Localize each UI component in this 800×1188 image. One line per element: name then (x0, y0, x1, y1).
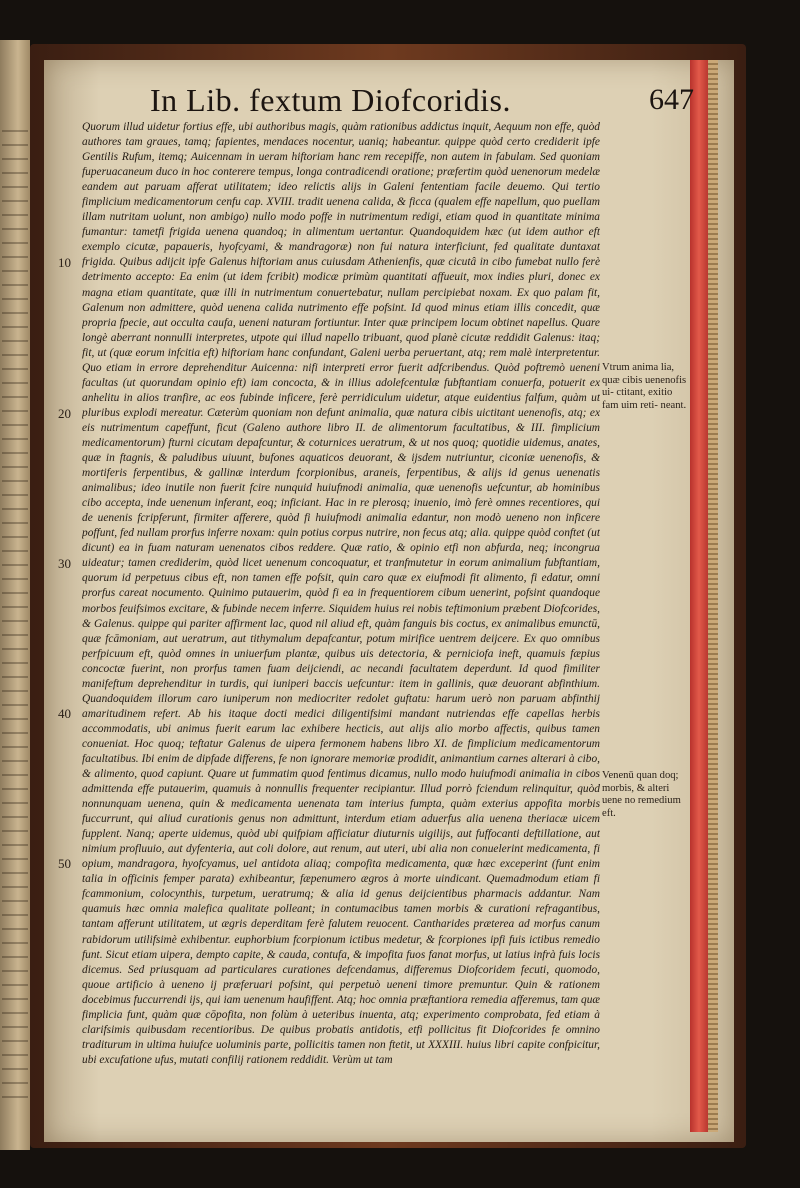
facing-page-text-fragments (2, 130, 28, 1110)
page-header (150, 80, 694, 120)
line-number: 40 (58, 706, 71, 721)
running-title: In Lib. fextum Diofcoridis. (150, 82, 511, 118)
page-block-edge (708, 60, 718, 1132)
line-number: 50 (58, 856, 71, 871)
line-number: 10 (58, 255, 71, 270)
margin-note: Vtrum anima lia, quæ cibis uenenofis ui- ctitant, exitio fam uim reti- neant. (602, 362, 687, 411)
page-number: 647 (649, 83, 694, 116)
line-number: 30 (58, 556, 71, 571)
line-number: 20 (58, 406, 71, 421)
facing-page-edge (0, 40, 30, 1150)
margin-note: Venenū quan doq; morbis, & alteri uene no remedium eft. (602, 770, 681, 819)
main-text-block: Quorum illud uidetur fortius effe, ubi authoribus magis, quàm rationibus addictus inquit, Aequum non effe, quòd authores tam graues, tamq; fapientes, mendaces nocentur, uaniq; habeantur. quippe quòd certo crediderit ipfe Gentilis Rufum, itemq; Auicennam in ueram hiftoriam hanc rem recepiffe, non autem in fabulam. Sed quoniam fuperuacaneum duco in hoc conterere tempus, longa contradicendi oratione; præfertim quòd uenenorum medelæ eandem aut paruam afferat utilitatem; ideo relictis alijs in Galeni fententiam facile deuemo. Qui tertio fimplicium medicamentorum cenfu cap. XVIII. tradit uenena calida, & ficca (qualem effe napellum, quo puellam illam nutritam uolunt, non ambigo) nullo modo poffe in nutrimentum redigi, etiam quod in quantitate minima fumantur: tametfi frigida uenena quandoq; in alimentum uertantur. Quandoquidem hæc (ut idem author eft exemplo cicutæ, papaueris, hyofcyami, & mandragoræ) non fui natura interficiunt, fed qualitate duntaxat frigida. Quibus adijcit ipfe Galenus hiftoriam anus cuiusdam Athenienfis, quæ cicutâ in cibo fumebat nullo ferè detrimento accepto: Ea enim (ut idem fcribit) modicæ primùm quantitati affueuit, mox indies pluri, donec ex magna etiam quantitate, quæ illi in nutrimentum conuertebatur, nullam percipiebat noxam. Ex quo palam fit, Galenum non admittere, quòd uenena calida nutrimento effe pofsint. Id quod minus etiam illis concedit, quæ propria fpecie, aut occulta caufa, ueneni naturam fortiuntur. Inter quæ principem locum obtinet napellus. Quare longè aberrant nonnulli interpretes, utpote qui illud napello tribuant, quod planè cicutæ reddidit Galenus: itaq; fit, ut (quæ eorum infcitia eft) hiftoriam hanc confundant, Galeni uerba peruertant, atq; rem malè interpretentur. Quo etiam in errore deprehenditur Auicenna: nifi interpreti error fuerit adfcribendus. Quòd poftremò ueneni facultas (ut quorundam opinio eft) iam concocta, & in illius adolefcentulæ fubftantiam conuerfa, potuerit ex anhelitu in alios tranfire, ac eos fubinde inficere, ferè perridiculum uidetur, atque euidentius falfum, quàm ut pluribus explodi mereatur. Cæterùm quoniam non defunt animalia, quæ natura cibis uictitant uenenofis, atq; ex eis nutrimentum capeffunt, ficut (Galeno authore libro II. de alimentorum facultatibus, & III. fimplicium medicamentorum) fturni cicutam depafcuntur, & coturnices ueratrum, & ut nos quoq; quotidie uidemus, anates, quæ in ftagnis, & paludibus uiuunt, bufones aquaticos deuorant, & ijsdem nutriuntur, ciconiæ uenenofis, & mortiferis ferpentibus, & gallinæ interdum fcorpionibus, araneis, ferpentibus, & alijs id genus uenenatis animalibus; ideo inutile non fuerit fcire nunquid huiufmodi animalia, quæ uenenofis uefcuntur, ab hominibus cibo accepta, inde uenenum inferant, eoq; inficiant. Hac in re plerosq; inuenio, imò ferè omnes recentiores, qui de uenenis fcripferunt, firmiter afferere, quòd fi huiufmodi animalia edantur, non modò ueneno non inficere poffunt, fed nullam prorfus inferre noxam: quin potius corpus nutrire, non fecus atq; alia. quippe quòd conftet (ut dicunt) ea in fuam naturam uenenatos cibos reddere. Quæ ratio, & opinio etfi non abfurda, neq; incongrua uideatur; tamen crediderim, quòd licet uenenum concoquatur, et tranfmutetur in eorum animalium fubftantiam, quorum id perpetuus cibus eft, non tamen effe pofsit, quin caro quæ ex eiufmodi fit alimento, fi edatur, omni prorfus careat nocumento. Quinimo putauerim, quòd fi ea in frequentiorem cibum uenerint, pofsint quandoque morbos feuifsimos excitare, & fubinde necem inferre. Siquidem huius rei nobis teftimonium præbent Diofcorides, & Galenus. quippe qui pariter affirment lac, quod nil aliud eft, quàm fanguis bis coctus, ex animalibus emunctū, quæ fcāmoniam, aut ueratrum, aut tithymalum depafcantur, potum mirifice uentrem deijcere. Ex quo omnibus perfpicuum eft, quòd omnes in uniuerfum plantæ, quibus uis detectoria, & perniciofa ineft, quamuis fæpius concoctæ fuerint, non prorfus tamen fuam deijciendi, ac necandi facultatem deperdunt. Id quod fimiliter manifeftum deprehenditur in turdis, qui iuniperi baccis uefcuntur: item in gallinis, quæ deuorant abfinthium. Quandoquidem illorum caro iuniperum non mediocriter redolet guftatu: harum uerò non paruam abfinthij amaritudinem refert. Ab his itaque docti medici diligentifsimi mandant nutriendas effe capellas herbis accommodatis, ubi animus fuerit earum lac exhibere hecticis, aut alijs alio morbo affectis, quibus tamen conueniat. Hoc quoq; teftatur Galenus de uipera fermonem habens libro XI. de fimplicium medicamentorum facultatibus. Ibi enim de dipfade differens, fe non ignorare memoriæ prodidit, animantium carnes alterari à cibo, & alimento, quod capiunt. Quare ut fummatim quod fentimus dicamus, nullo modo huiufmodi animalia in cibos admittenda effe putauerim, quamuis à nonnullis frequenter recipiantur. Illud porrò fciendum relinquitur, quòd nonnunquam uenena, quin & medicamenta uenenata tam interius fumpta, quàm exterius appofita morbis fuccurrunt, qui aliud curationis genus non admittunt, interdum etiam aduerfus alia uenena theriacæ uicem fupplent. Nanq; aperte uidemus, quòd ubi quifpiam afficiatur diuturnis uigilijs, aut fuffocanti deftillatione, aut nimium profluuio, aut dyfenteria, aut coli dolore, aut renum, aut uteri, ubi alia non conuelerint medicamenta, fi opium, mandragora, hyofcyamus, uel antidota aliaq; compofita medicamenta, quæ hæc exceperint (funt enim talia in officinis femper parata) exhibeantur, fæpenumero ægros à morte uindicant. Quemadmodum etiam fi fcammonium, colocynthis, turpetum, ueratrumq; & alia id genus deijcientibus pharmacis addantur. Nam quamuis hæc omnia malefica qualitate polleant; in contumacibus tamen morbis & curationi refragantibus, tantam afferunt utilitatem, ut ægris deperditam ferè falutem reuocent. Cantharides præterea ad morfus canum rabidorum utilifsimè exhibentur. euphorbium fcorpionum ictibus medetur, & fcorpiones ipfi fuis ictibus remedio funt. Sicut etiam uipera, dempto capite, & cauda, contufa, & impofita fuos fanat morfus, ut latius infrà fuis locis dicemus. Sed priusquam ad particulares curationes defcendamus, differemus Diofcoridem fecuti, quomodo, quoue artificio à ueneno ij præferuari pofsint, qui perpetuò ueneni timore premuntur. Quin & rationem docebimus fuccurrendi ijs, qui iam uenenum haufiffent. Atq; hoc omnia præftantiora remedia afferemus, tam quæ fimplicia funt, quàm quæ cōpofita, non folùm à ueteribus inuenta, atq; experimento comprobata, fed etiam à clarifsimis quibusdam recentioribus. De quibus probatis antidotis, etfi pollicitus fit Diofcorides fe omnino traditurum in ultima huiufce uoluminis parte, pollicitis tamen non ftetit, ut XXXIII. huius libri capite confpicitur, ubi excufatione ufus, mutati confilij rationem reddidit. Verùm ut tam (82, 121, 600, 1066)
red-page-edge (690, 60, 710, 1132)
